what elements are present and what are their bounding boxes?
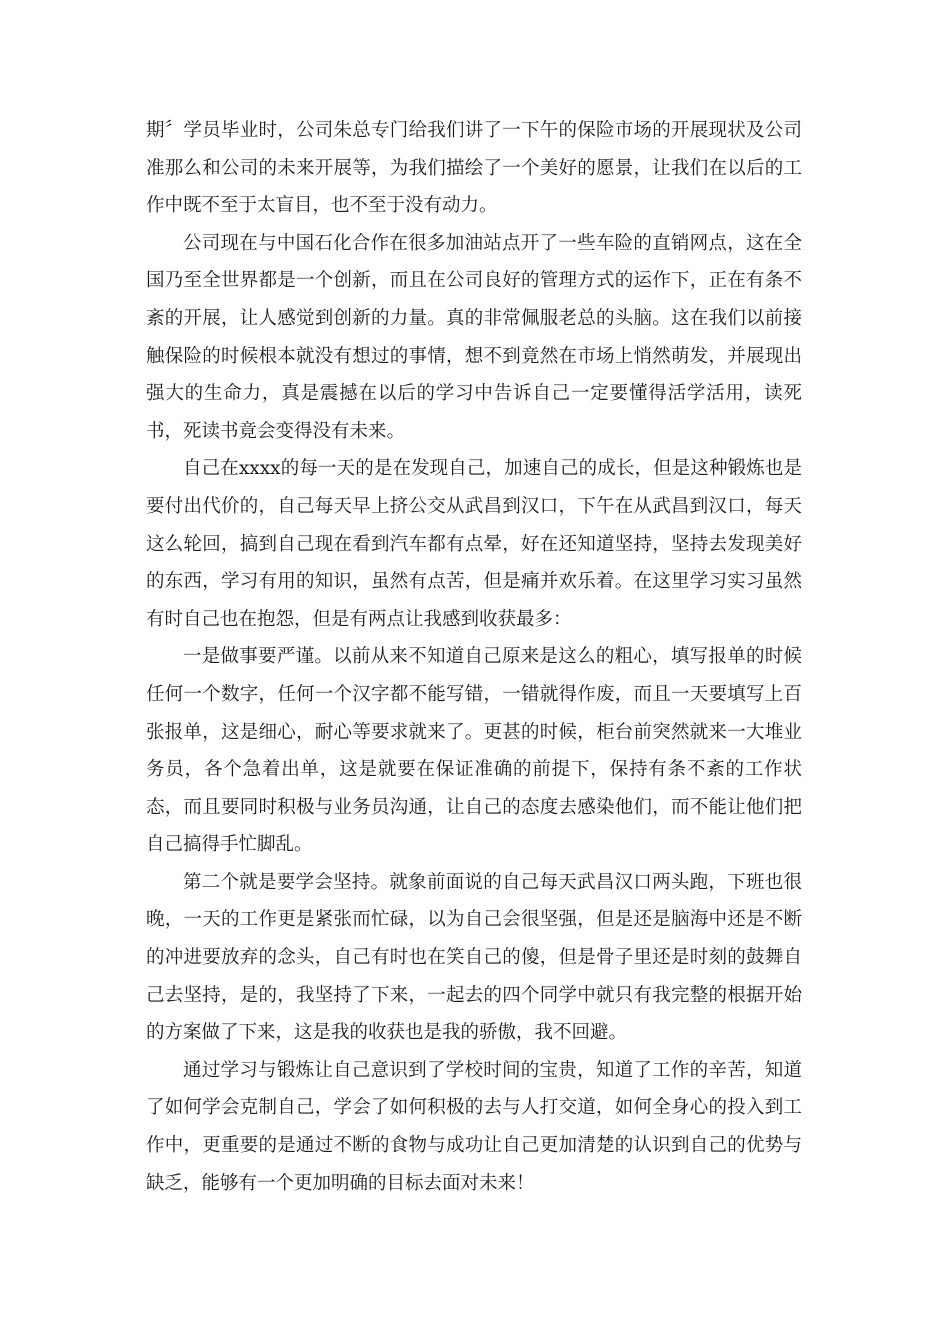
paragraph-persistence: 第二个就是要学会坚持。就象前面说的自己每天武昌汉口两头跑，下班也很晚，一天的工作更是紧张而忙碌，以为自己会很坚强，但是还是脑海中还是不断的冲进要放弃的念头，自己有时也在笑自己的傻，但是骨子里还是时刻的鼓舞自己去坚持，是的，我坚持了下来，一起去的四个同学中就只有我完整的根据开始的方案做了下来，这是我的收获也是我的骄傲，我不回避。 (146, 871, 802, 1044)
paragraph-conclusion: 通过学习与锻炼让自己意识到了学校时间的宝贵，知道了工作的辛苦，知道了如何学会克制自己，学会了如何积极的去与人打交道，如何全身心的投入到工作中，更重要的是通过不断的食物与成功让自己更加清楚的认识到自己的优势与缺乏，能够有一个更加明确的目标去面对未来！ (146, 1059, 802, 1194)
paragraph-be-rigorous: 一是做事要严谨。以前从来不知道自己原来是这么的粗心，填写报单的时候任何一个数字，任何一个汉字都不能写错，一错就得作废，而且一天要填写上百张报单，这是细心，耐心等要求就来了。更甚的时候，柜台前突然就来一大堆业务员，各个急着出单，这是就要在保证准确的前提下，保持有条不紊的工作状态，而且要同时积极与业务员沟通，让自己的态度去感染他们，而不能让他们把自己搞得手忙脚乱。 (146, 646, 802, 856)
document-body (146, 112, 802, 1202)
paragraph-sinopec-cooperation: 公司现在与中国石化合作在很多加油站点开了一些车险的直销网点，这在全国乃至全世界都是一个创新，而且在公司良好的管理方式的运作下，正在有条不紊的开展，让人感觉到创新的力量。真的非常佩服老总的头脑。这在我们以前接触保险的时候根本就没有想过的事情，想不到竟然在市场上悄然萌发，并展现出强大的生命力，真是震撼在以后的学习中告诉自己一定要懂得活学活用，读死书，死读书竟会变得没有未来。 (146, 232, 802, 442)
paragraph-daily-growth: 自己在xxxx的每一天的是在发现自己，加速自己的成长，但是这种锻炼也是要付出代价的，自己每天早上挤公交从武昌到汉口，下午在从武昌到汉口，每天这么轮回，搞到自己现在看到汽车都有点晕，好在还知道坚持，坚持去发现美好的东西，学习有用的知识，虽然有点苦，但是痛并欢乐着。在这里学习实习虽然有时自己也在抱怨，但是有两点让我感到收获最多： (146, 458, 802, 630)
paragraph-continued: 期〞学员毕业时，公司朱总专门给我们讲了一下午的保险市场的开展现状及公司准那么和公司的未来开展等，为我们描绘了一个美好的愿景，让我们在以后的工作中既不至于太盲目，也不至于没有动力。 (146, 120, 802, 217)
